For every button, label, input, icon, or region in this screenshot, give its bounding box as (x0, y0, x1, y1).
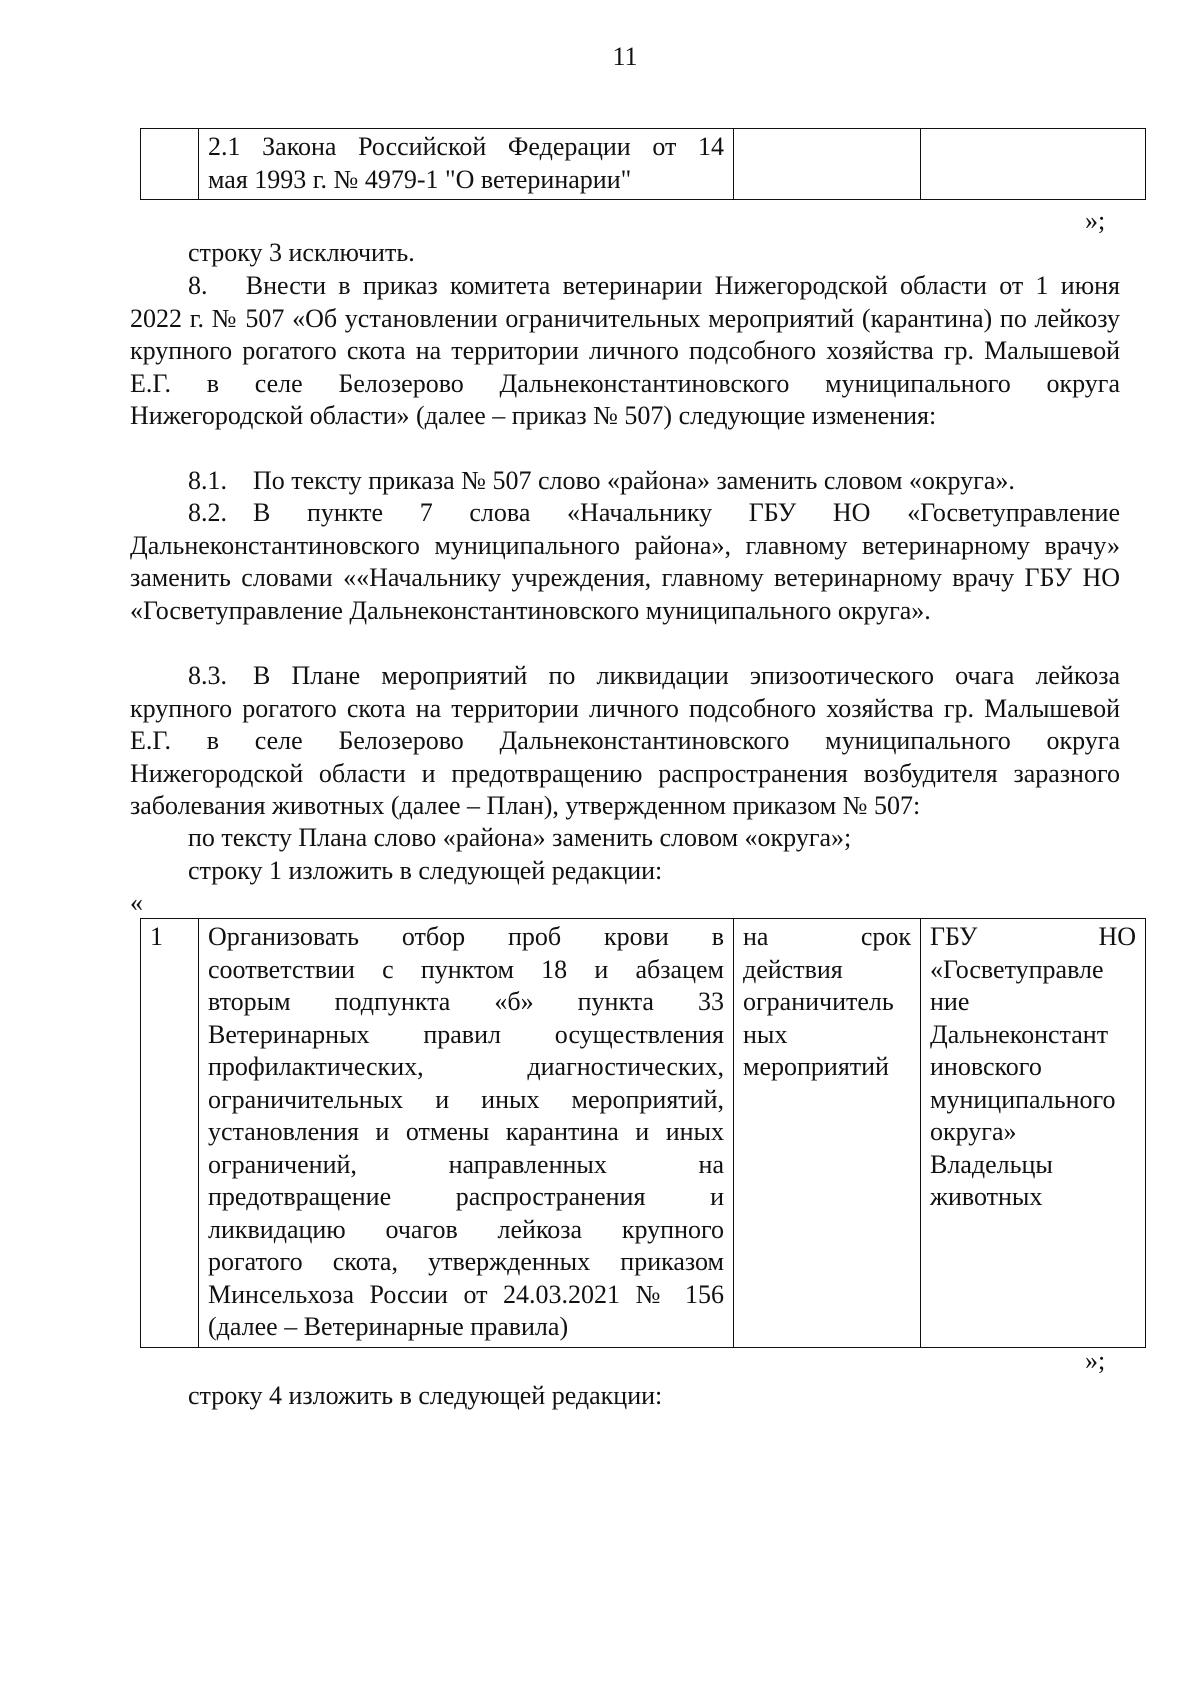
cell-line: действия (743, 954, 843, 984)
cell-line: Организовать отбор проб крови в (208, 922, 724, 951)
text-line: строку 3 исключить. (188, 238, 415, 267)
cell-line: рогатого скота, утвержденных приказом (208, 1247, 724, 1276)
term-cell (734, 129, 921, 200)
paragraph-8: 8. Внести в приказ комитета ветеринарии Нижегородской области от 1 июня 2022 г. № 507 «Об установлении ограничительных мероприятий (карантина) по лейкозу крупного рогатого скота на территории личного подсобного хозяйства гр. Малышевой Е.Г. в селе Белозерово Дальнеконстантиновского муниципального округа Нижегородской области» (далее – приказ № 507) следующие изменения: (130, 271, 1120, 430)
cell-line: «Госветуправле (930, 954, 1104, 984)
cell-line: 2.1 Закона Российской Федерации от 14 (208, 132, 724, 161)
row-number-cell: 1 (141, 919, 199, 1348)
page-number: 11 (612, 42, 638, 71)
opening-quote: « (130, 888, 143, 917)
paragraph-8-2: 8.2. В пункте 7 слова «Начальнику ГБУ НО «Госветуправление Дальнеконстантиновского муниципального района», главному ветеринарному врачу» заменить словами ««Начальнику учреждения, главному ветеринарному врачу ГБУ НО «Госветуправление Дальнеконстантиновского муниципального округа». (130, 498, 1120, 625)
cell-line: мероприятий (743, 1052, 889, 1081)
text-line: строку 4 изложить в следующей редакции: (188, 1381, 663, 1410)
row-number-cell (141, 129, 199, 200)
cell-line: ограничений, направленных на (208, 1149, 724, 1179)
cell-line: вторым подпункта «б» пункта 33 (208, 987, 724, 1016)
amendment-table-top (140, 128, 1146, 200)
cell-line: ограничитель (743, 987, 894, 1016)
table-row (141, 919, 1146, 1348)
cell-line: ние (930, 987, 970, 1016)
cell-line: ограничительных и иных мероприятий, (208, 1084, 724, 1114)
responsible-cell (921, 919, 1146, 1348)
cell-line: муниципального (930, 1084, 1116, 1114)
responsible-cell (921, 129, 1146, 200)
paragraph-8-3: 8.3. В Плане мероприятий по ликвидации эпизоотического очага лейкоза крупного рогатого скота на территории личного подсобного хозяйства гр. Малышевой Е.Г. в селе Белозерово Дальнеконстантиновского муниципального округа Нижегородской области и предотвращению распространения возбудителя заразного заболевания животных (далее – План), утвержденном приказом № 507: (130, 661, 1120, 820)
cell-line: соответствии с пунктом 18 и абзацем (208, 954, 724, 984)
cell-line: на срок (743, 922, 911, 951)
text-line: строку 1 изложить в следующей редакции: (188, 856, 663, 885)
cell-line: округа» (930, 1117, 1017, 1146)
cell-line: (далее – Ветеринарные правила) (208, 1312, 569, 1341)
cell-line: мая 1993 г. № 4979-1 "О ветеринарии" (208, 164, 632, 194)
cell-line: предотвращение распространения и (208, 1182, 724, 1211)
cell-line: ГБУ НО (930, 922, 1136, 951)
cell-line: иновского (930, 1052, 1042, 1081)
cell-line: профилактических, диагностических, (208, 1052, 724, 1081)
text-line: по тексту Плана слово «района» заменить словом «округа»; (188, 823, 852, 852)
action-cell (199, 129, 734, 200)
cell-line: установления и отмены карантина и иных (208, 1117, 724, 1146)
amendment-table-row-1 (140, 918, 1146, 1348)
cell-line: ных (743, 1019, 788, 1049)
cell-line: Владельцы (930, 1149, 1053, 1179)
cell-line: Минсельхоза России от 24.03.2021 № 156 (208, 1279, 724, 1309)
paragraph-8-1: 8.1. По тексту приказа № 507 слово «района» заменить словом «округа». (188, 466, 1015, 495)
cell-line: Дальнеконстант (930, 1019, 1109, 1049)
closing-quote: »; (1085, 1346, 1106, 1375)
cell-line: Ветеринарных правил осуществления (208, 1019, 724, 1049)
closing-quote: »; (1085, 206, 1106, 235)
cell-line: животных (930, 1182, 1043, 1211)
action-cell (199, 919, 734, 1348)
cell-line: ликвидацию очагов лейкоза крупного (208, 1214, 724, 1244)
term-cell (734, 919, 921, 1348)
table-row (141, 129, 1146, 200)
